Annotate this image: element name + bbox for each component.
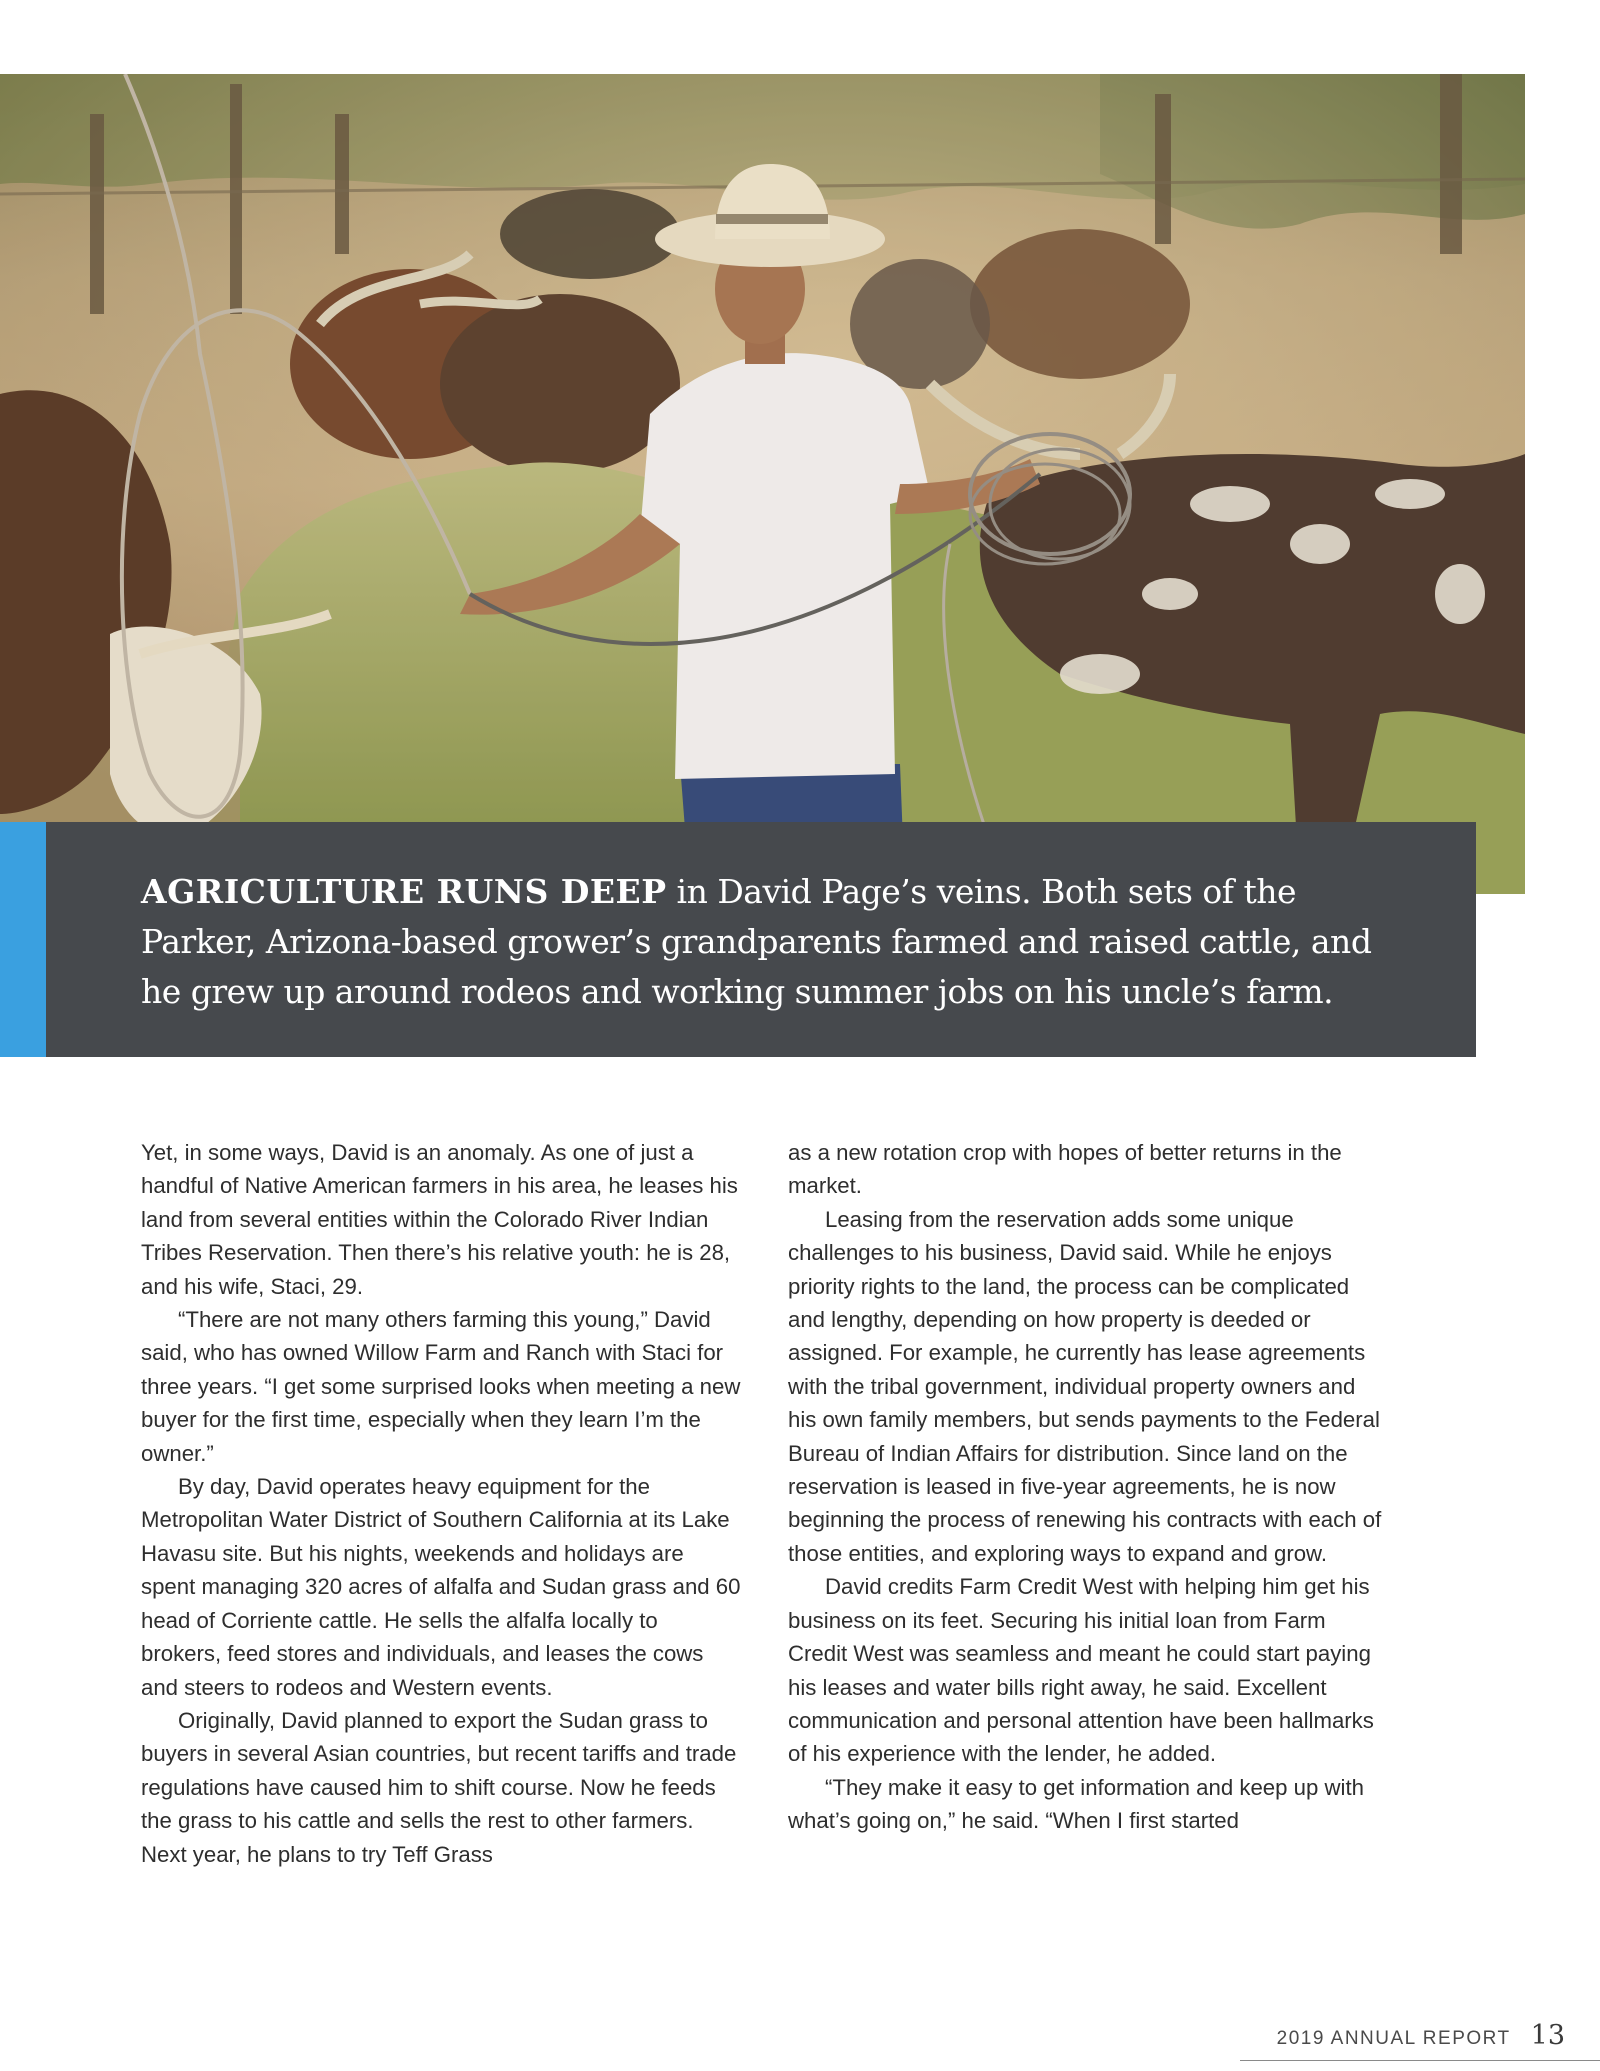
- paragraph: By day, David operates heavy equipment for the Metropolitan Water District of Southern California at its Lake Havasu site. But his nights, weekends and holidays are spent managing 320 acres of alfalfa and Sudan grass and 60 head of Corriente cattle. He sells the alfalfa locally to brokers, feed stores and individuals, and leases the cows and steers to rodeos and Western events.: [141, 1474, 741, 1700]
- pull-quote-lead: AGRICULTURE RUNS DEEP: [141, 872, 667, 911]
- paragraph: “There are not many others farming this young,” David said, who has owned Willow Farm and Ranch with Staci for three years. “I get some surprised looks when meeting a new buyer for the first time, especially when they learn I’m the owner.”: [141, 1307, 741, 1466]
- hero-photo: [0, 74, 1525, 894]
- pull-quote-box: [0, 822, 1476, 1057]
- cowboy-cattle-illustration: [0, 74, 1525, 894]
- footer-divider: [1240, 2060, 1600, 2061]
- paragraph: Yet, in some ways, David is an anomaly. As one of just a handful of Native American farmers in his area, he leases his land from several entities within the Colorado River Indian Tribes Reservation. Then there’s his relative youth: he is 28, and his wife, Staci, 29.: [141, 1140, 738, 1299]
- footer-publication-label: 2019 ANNUAL REPORT: [1276, 2028, 1511, 2049]
- paragraph: David credits Farm Credit West with helping him get his business on its feet. Securing his initial loan from Farm Credit West was seamless and meant he could start paying his leases and water bills right away, he said. Excellent communication and personal attention have been hallmarks of his experience with the lender, he added.: [788, 1574, 1374, 1767]
- paragraph: Originally, David planned to export the Sudan grass to buyers in several Asian countries, but recent tariffs and trade regulations have caused him to shift course. Now he feeds the grass to his cattle and sells the rest to other farmers. Next year, he plans to try Teff Grass: [141, 1707, 737, 1867]
- page-footer: [1277, 2020, 1565, 2051]
- paragraph: as a new rotation crop with hopes of better returns in the market.: [788, 1140, 1342, 1199]
- accent-bar: [0, 822, 46, 1057]
- paragraph: “They make it easy to get information and keep up with what’s going on,” he said. “When I first started: [788, 1774, 1364, 1834]
- article-column-left: [141, 1136, 741, 1871]
- pull-quote-body: in David Page’s veins. Both sets of the Parker, Arizona-based grower’s grandparents farmed and raised cattle, and he grew up around rodeos and working summer jobs on his uncle’s farm.: [141, 872, 1372, 1011]
- paragraph: Leasing from the reservation adds some unique challenges to his business, David said. While he enjoys priority rights to the land, the process can be complicated and lengthy, depending on how property is deeded or assigned. For example, he currently has lease agreements with the tribal government, individual property owners and his own family members, but sends payments to the Federal Bureau of Indian Affairs for distribution. Since land on the reservation is leased in five-year agreements, he is now beginning the process of renewing his contracts with each of those entities, and exploring ways to expand and grow.: [788, 1206, 1382, 1566]
- article-column-right: [788, 1136, 1388, 1838]
- pull-quote-text: [141, 867, 1411, 1017]
- page-number: 13: [1530, 2020, 1565, 2051]
